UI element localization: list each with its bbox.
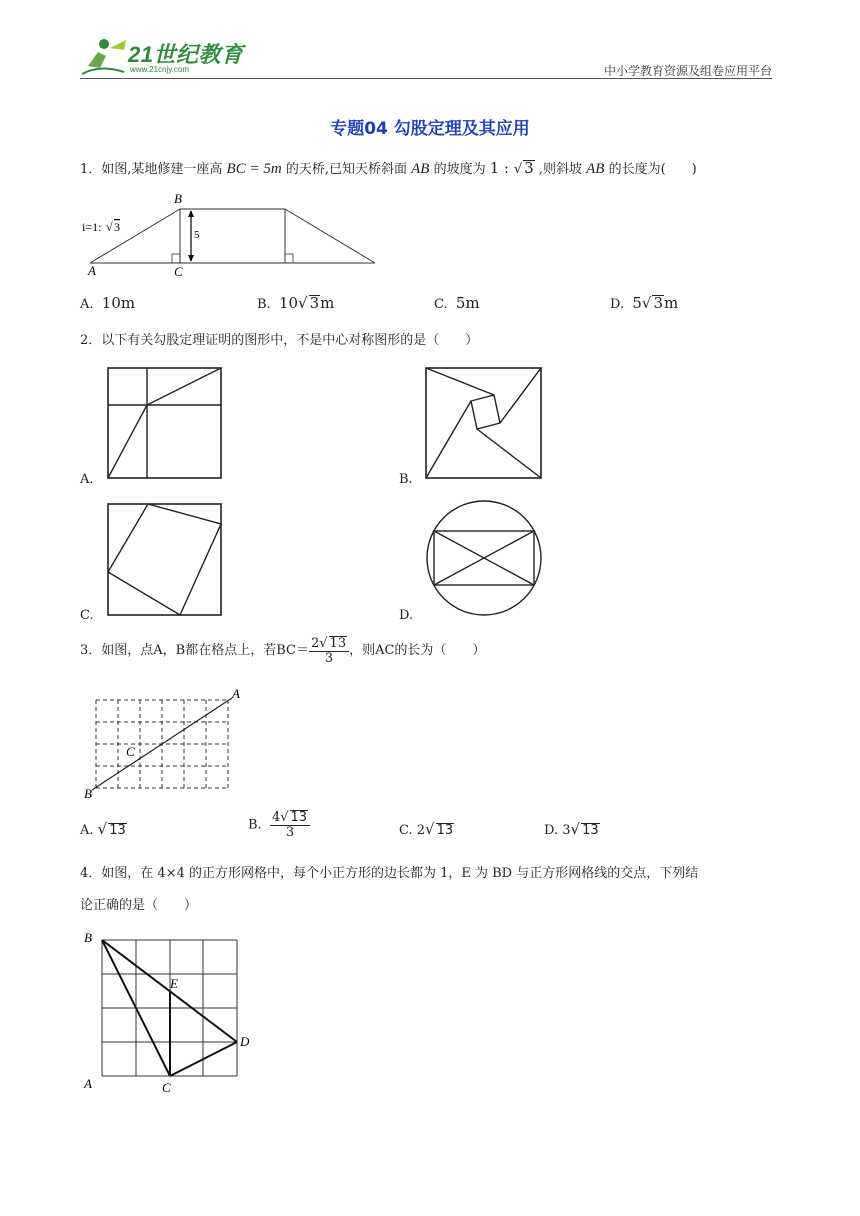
option-den: 3 (285, 825, 295, 840)
option-letter: D. (610, 297, 625, 312)
q2-figure-a[interactable] (106, 366, 224, 480)
q3-fraction: $\frac{2√ 13}{3}$ (309, 636, 349, 666)
q3-grid-figure (82, 686, 252, 802)
option-letter: D. (544, 823, 559, 838)
question-1-text: 1．如图,某地修建一座高 BC = 5m 的天桥,已知天桥斜面 AB 的坡度为 1 : √ 3 ,则斜坡 AB 的长度为( ) (80, 159, 697, 177)
option-unit: m (320, 294, 335, 312)
option-unit: m (664, 294, 679, 312)
page-title: 专题04 勾股定理及其应用 (330, 119, 530, 139)
q1-pre: 1．如图,某地修建一座高 (80, 162, 223, 177)
option-letter: C. (399, 823, 413, 838)
q4-fig-A: A (84, 1076, 92, 1091)
question-3-text (80, 634, 485, 668)
option-value: 10m (101, 294, 136, 312)
q1-ab2: AB (586, 161, 605, 177)
q3-frac-coef: 2 (310, 635, 320, 651)
option-coef: 2 (416, 823, 426, 838)
q1-fig-B: B (174, 191, 182, 206)
q1-mid2: 的坡度为 (433, 162, 486, 177)
q3-post: ，则AC的长为（ ） (349, 643, 486, 658)
q1-ab: AB (411, 161, 430, 177)
option-value: 5m (455, 294, 480, 312)
q1-ratio-rad: 3 (524, 159, 534, 177)
logo-url: www.21cnjy.com (130, 65, 189, 74)
option-letter: B. (248, 817, 262, 833)
option-value: 5 (632, 294, 642, 312)
q1-option-c[interactable] (434, 294, 480, 312)
q2-figure-c[interactable] (106, 502, 224, 618)
q3-fig-B: B (84, 786, 92, 801)
q3-option-c[interactable]: C. 2√ 13 (399, 820, 454, 838)
q1-mid: 的天桥,已知天桥斜面 (285, 162, 407, 177)
q2-figure-d[interactable] (424, 498, 544, 618)
q1-fig-slope: i=1: (82, 220, 102, 234)
q3-fig-C: C (126, 744, 135, 759)
option-radicand: 3 (653, 294, 664, 312)
q4-grid-figure (82, 926, 254, 1096)
option-coef: 3 (562, 823, 571, 838)
q2-label-c: C. (80, 608, 94, 623)
q1-mid3: ,则斜坡 (538, 162, 582, 177)
q1-fig-slope-sqrt: √ (106, 220, 113, 234)
option-fraction: $\frac{4√ 13}{3}$ (270, 810, 310, 840)
q1-bc: BC = 5m (226, 161, 282, 177)
option-letter: A. (80, 823, 94, 838)
option-radicand: 3 (309, 294, 320, 312)
option-radicand: 13 (436, 823, 454, 838)
logo-text: 21世纪教育 (128, 42, 244, 67)
q1-bridge-figure (80, 190, 380, 280)
q1-fig-A: A (88, 263, 96, 278)
question-4-line-1: 4．如图，在 4×4 的正方形网格中，每个小正方形的边长都为 1，E 为 BD 与正方形网格线的交点，下列结 (80, 866, 699, 881)
q4-fig-B: B (84, 930, 92, 945)
q1-ratio: 1 : (489, 159, 514, 177)
option-value: 10 (278, 294, 299, 312)
q4-fig-D: D (240, 1034, 250, 1049)
q2-figure-b[interactable] (424, 366, 544, 480)
q3-option-d[interactable]: D. 3√ 13 (544, 820, 599, 838)
option-letter: A. (80, 297, 94, 312)
q1-fig-slope-rad: 3 (114, 220, 120, 234)
q3-option-b[interactable] (248, 810, 310, 840)
platform-name: 中小学教育资源及组卷应用平台 (603, 64, 772, 78)
q1-option-b[interactable]: B. 10√ 3m (257, 294, 335, 312)
question-4-line-2: 论正确的是（ ） (80, 898, 198, 913)
q2-label-b: B. (399, 472, 413, 487)
q2-label-d: D. (399, 608, 414, 623)
option-radicand: 13 (582, 823, 599, 838)
q1-option-d[interactable]: D. 5√ 3m (610, 294, 679, 312)
q3-frac-den: 3 (324, 650, 334, 666)
option-radicand: 13 (290, 810, 308, 825)
option-letter: B. (257, 297, 271, 312)
q1-end: 的长度为( ) (608, 162, 697, 177)
q1-fig-C: C (174, 264, 183, 279)
q3-pre: 3．如图，点A，B都在格点上，若BC＝ (80, 643, 309, 658)
q2-label-a: A. (80, 472, 94, 487)
option-coef: 4 (271, 810, 281, 825)
option-letter: C. (434, 297, 448, 312)
q3-frac-rad: 13 (329, 635, 347, 651)
option-radicand: 13 (109, 823, 126, 838)
q1-option-a[interactable] (80, 294, 135, 312)
q3-option-a[interactable]: A. √ 13 (80, 820, 126, 838)
q3-fig-A: A (232, 686, 240, 701)
header-divider (80, 78, 772, 79)
q1-fig-height: 5 (194, 229, 200, 241)
q4-fig-E: E (170, 976, 178, 991)
q4-fig-C: C (162, 1080, 171, 1095)
question-2-text: 2．以下有关勾股定理证明的图形中，不是中心对称图形的是（ ） (80, 333, 479, 348)
